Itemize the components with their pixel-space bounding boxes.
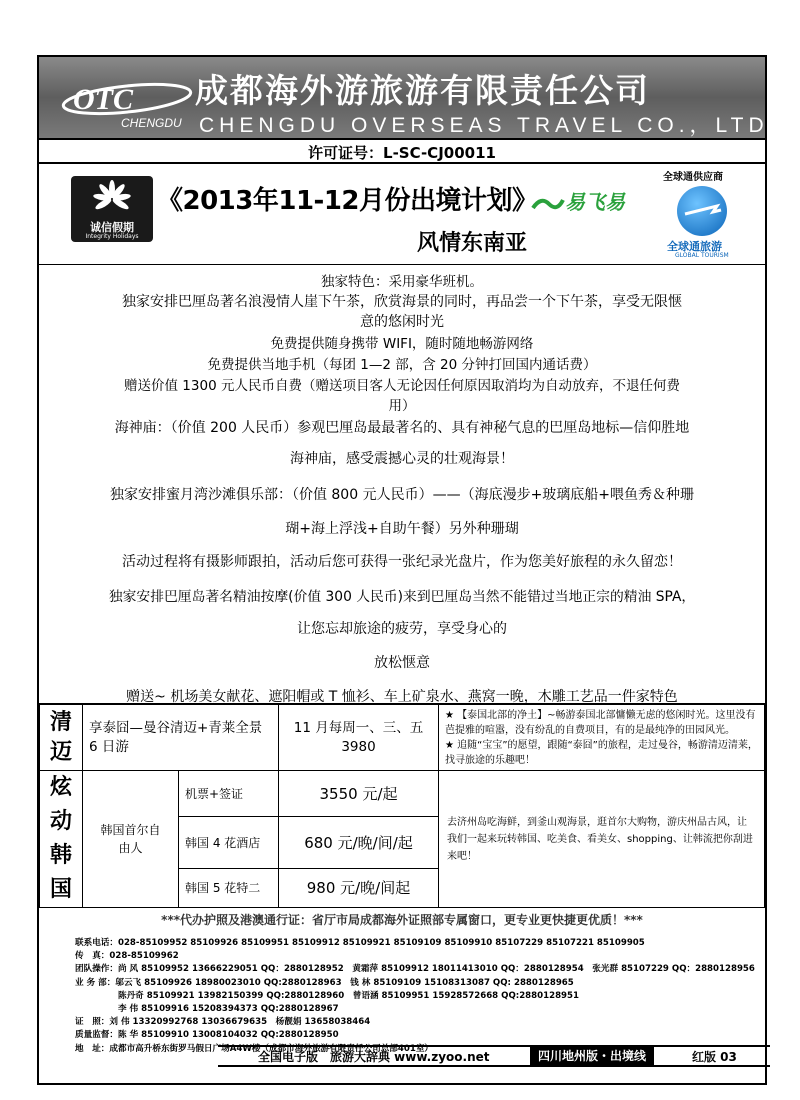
- yifeiyi-logo: [531, 186, 625, 215]
- features-section: [39, 264, 765, 704]
- feature-line: 用）: [388, 398, 416, 414]
- company-banner: [39, 57, 769, 140]
- feature-line: 赠送~ 机场美女献花、遮阳帽或 T 恤衫、车上矿泉水、燕窝一晚，木雕工艺品一件家特色: [126, 689, 678, 705]
- feature-line: 海神庙：（价值 200 人民币）参观巴厘岛最最著名的、具有神秘气息的巴厘岛地标—信仰胜地: [114, 420, 690, 436]
- footer-section: 四川地州版・出境线: [530, 1047, 654, 1065]
- integrity-en: Integrity Holidays: [85, 233, 139, 240]
- page-frame: [37, 55, 767, 1085]
- company-name-en: CHENGDU OVERSEAS TRAVEL CO.，LTD: [199, 114, 769, 137]
- option-label: 韩国 5 花特二: [179, 868, 279, 907]
- feature-line: 放松惬意: [374, 655, 430, 671]
- contact-line: 证 照：刘 伟 13320992768 13036679635 杨靓娟 13658038464: [75, 1017, 371, 1028]
- yifeiyi-text: 易飞易: [565, 190, 625, 214]
- contact-line: 李 伟 85109916 15208394373 QQ:2880128967: [75, 1004, 339, 1015]
- feature-line: 让您忘却旅途的疲劳，享受身心的: [297, 621, 507, 637]
- option-price: 680 元/晚/间/起: [279, 816, 439, 868]
- feature-line: 独家安排巴厘岛著名精油按摩(价值 300 人民币)来到巴厘岛当然不能错过当地正宗的精油 SPA，: [108, 589, 696, 605]
- contact-line: 传 真：028-85109962: [75, 951, 179, 962]
- contact-list: [75, 937, 755, 1056]
- page-footer: [218, 1045, 770, 1067]
- footer-edition: 全国电子版 旅游大辞典 www.zyoo.net: [258, 1050, 490, 1064]
- feature-line: 免费提供当地手机（每团 1—2 部，含 20 分钟打回国内通话费）: [207, 357, 597, 373]
- table-row: [40, 771, 765, 817]
- region-char: 动: [49, 809, 72, 834]
- feature-line: 瑚+海上浮浅+自助午餐）另外种珊瑚: [285, 521, 519, 537]
- global-tourism-globe-icon: [677, 186, 727, 236]
- option-price: 980 元/晚/间起: [279, 868, 439, 907]
- global-tourism-cn: 全球通旅游: [667, 240, 722, 253]
- subtitle: 风情东南亚: [417, 230, 528, 256]
- company-name-cn: 成都海外游旅游有限责任公司: [195, 71, 650, 110]
- feature-line: 赠送价值 1300 元人民币自费（赠送项目客人无论因任何原因取消均为自动放弃，不退任何费: [124, 378, 680, 394]
- tour-price: 3980: [341, 738, 376, 755]
- yifeiyi-swirl-icon: [531, 194, 565, 214]
- table-row: [40, 705, 765, 771]
- integrity-holidays-logo: [71, 176, 153, 242]
- contact-line: 陈丹奇 85109921 13982150399 QQ:2880128960 曾语涵 85109951 15928572668 QQ:2880128951: [75, 990, 579, 1001]
- region-korea: [40, 771, 83, 908]
- feature-line: 独家安排巴厘岛著名浪漫情人崖下午茶，欣赏海景的同时，再品尝一个下午茶，享受无限惬: [122, 294, 682, 310]
- tour-name-chiangmai: 享泰囧—曼谷清迈+青莱全景 6 日游: [83, 705, 279, 771]
- region-char: 迈: [49, 739, 72, 765]
- tour-schedule-cell: [279, 705, 439, 771]
- otc-logo: [59, 75, 199, 133]
- otc-logo-text: OTC: [73, 83, 133, 116]
- contact-line: 地 址：成都市高升桥东街罗马假日广场A4W楼（成都市海外旅游有限责任公司总部401室）: [75, 1043, 434, 1054]
- contact-line: 团队操作：尚 风 85109952 13666229051 QQ：2880128952 黄霜萍 85109912 18011413010 QQ：2880128954 张光群 85107229 QQ：2880128956: [75, 964, 755, 975]
- korea-description: 去济州岛吃海鲜，到釜山观海景，逛首尔大购物，游庆州品古风，让我们一起来玩转韩国、吃美食、看美女、shopping、让韩流把你刮进来吧！: [439, 771, 765, 908]
- tour-note: ★ 【泰国北部的净土】~畅游泰国北部慵懒无虑的悠闲时光。这里没有芭提雅的喧嚣，没有纷乱的自费项目，有的是最纯净的田园风光。: [445, 709, 756, 736]
- feature-line: 海神庙，感受震撼心灵的壮观海景！: [290, 451, 514, 467]
- region-char: 炫: [49, 775, 72, 800]
- tour-notes-cell: [439, 705, 765, 771]
- otc-logo-sub: CHENGDU: [121, 116, 182, 130]
- license-number: 许可证号：L-SC-CJ00011: [39, 142, 765, 164]
- tour-schedule: 11 月每周一、三、五: [293, 719, 424, 736]
- feature-line: 意的悠闲时光: [360, 314, 444, 330]
- tour-note: ★ 追随“宝宝”的愿望，跟随“泰囧”的旅程，走过曼谷，畅游清迈清莱，找寻旅途的乐趣吧！: [445, 739, 758, 766]
- contact-line: 业 务 部：邬云飞 85109926 18980023010 QQ:2880128963 钱 林 85109109 15108313087 QQ: 2880128965: [75, 977, 574, 988]
- korea-tour-name: 韩国首尔自由人: [83, 771, 179, 908]
- feature-line: 独家特色：采用豪华班机。: [321, 274, 483, 290]
- contact-line: 质量监督：陈 华 85109910 13008104032 QQ:2880128950: [75, 1030, 339, 1041]
- region-char: 韩: [49, 843, 72, 868]
- integrity-cn: 诚信假期: [90, 221, 134, 234]
- feature-line: 免费提供随身携带 WIFI，随时随地畅游网络: [270, 336, 534, 352]
- global-tourism-en: GLOBAL TOURISM: [675, 252, 729, 259]
- region-char: 国: [49, 877, 72, 902]
- contact-line: 联系电话：028-85109952 85109926 85109951 85109912 85109921 85109109 85109910 85107229 85107221 85109905: [75, 938, 645, 948]
- flower-icon: [92, 180, 132, 218]
- option-label: 韩国 4 花酒店: [179, 816, 279, 868]
- feature-line: 独家安排蜜月湾沙滩俱乐部：（价值 800 元人民币）——（海底漫步+玻璃底船+喂鱼秀＆种珊: [109, 487, 695, 503]
- option-price: 3550 元/起: [279, 771, 439, 817]
- option-label: 机票+签证: [179, 771, 279, 817]
- region-char: 清: [49, 709, 72, 735]
- plan-title: 《2013年11-12月份出境计划》: [157, 186, 538, 216]
- tour-table: [39, 704, 765, 908]
- region-chiangmai: [40, 705, 83, 771]
- supplier-label: 全球通供应商: [663, 172, 723, 183]
- footer-page-number: 红版 03: [692, 1050, 737, 1064]
- feature-line: 活动过程将有摄影师跟拍，活动后您可获得一张纪录光盘片，作为您美好旅程的永久留恋！: [122, 554, 682, 570]
- title-row: [39, 166, 765, 264]
- passport-notice: ***代办护照及港澳通行证：省厅市局成都海外证照部专属窗口，更专业更快捷更优质！***: [161, 913, 643, 927]
